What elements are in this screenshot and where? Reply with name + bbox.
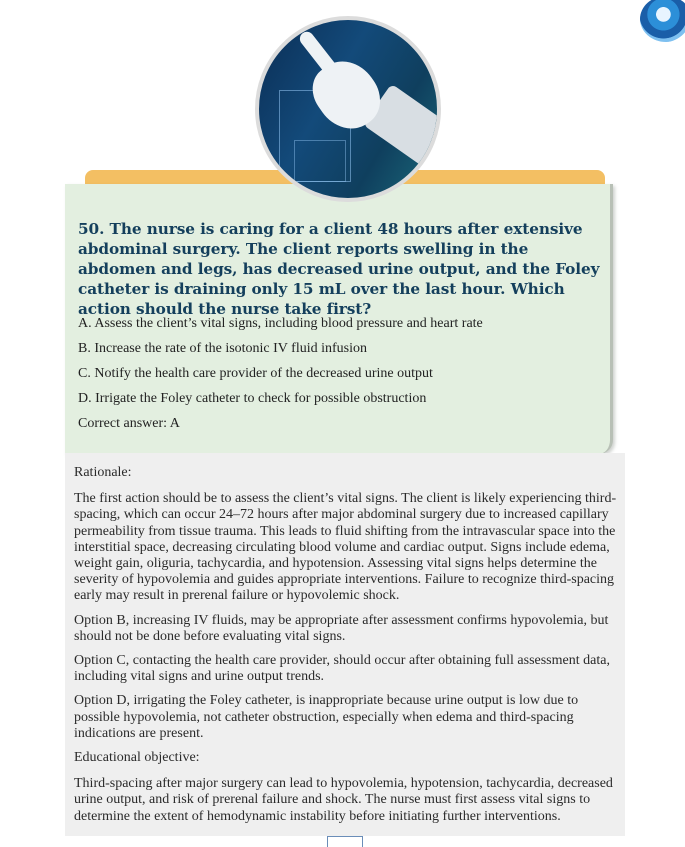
nurse-globe-logo-icon	[640, 0, 685, 42]
rationale-content	[74, 465, 619, 833]
correct-answer: Correct answer: A	[78, 416, 180, 431]
option-b: B. Increase the rate of the isotonic IV fluid infusion	[78, 341, 367, 356]
hero-image	[255, 16, 441, 202]
objective-label: Educational objective:	[74, 750, 200, 766]
rationale-option-b: Option B, increasing IV fluids, may be appropriate after assessment confirms hypovolemia, but should not be done before evaluating vital signs.	[74, 612, 609, 644]
question-text: 50. The nurse is caring for a client 48 hours after extensive abdominal surgery. The client reports swelling in the abdomen and legs, has decreased urine output, and the Foley catheter is draining only 15 mL over the last hour. Which action should the nurse take first?	[78, 220, 600, 318]
answer-options	[78, 314, 608, 439]
objective-text: Third-spacing after major surgery can lead to hypovolemia, hypotension, tachycardia, decreased urine output, and risk of prerenal failure and shock. The nurse must first assess vital signs to determine the extent of hemodynamic instability before initiating further interventions.	[74, 776, 613, 824]
page-indicator-button[interactable]	[327, 836, 363, 847]
pointing-finger-graphic	[297, 29, 339, 77]
screen-grid-graphic	[294, 140, 346, 182]
rationale-option-c: Option C, contacting the health care provider, should occur after obtaining full assessment data, including vital signs and urine output trends.	[74, 653, 610, 685]
option-d: D. Irrigate the Foley catheter to check for possible obstruction	[78, 391, 427, 406]
rationale-label: Rationale:	[74, 465, 132, 480]
rationale-paragraph: The first action should be to assess the client’s vital signs. The client is likely experiencing third-spacing, which can occur 24–72 hours after major abdominal surgery due to increased capillary permeability from tissue trauma. This leads to fluid shifting from the intravascular space into the interstitial space, decreasing circulating blood volume and cardiac output. Signs include edema, weight gain, oliguria, tachycardia, and hypotension. Assessing vital signs helps determine the severity of hypovolemia and guides appropriate interventions. Failure to recognize third-spacing early may result in prerenal failure or hypovolemic shock.	[74, 491, 617, 604]
rationale-option-d: Option D, irrigating the Foley catheter, is inappropriate because urine output is low due to possible hypovolemia, not catheter obstruction, especially when edema and third-spacing indications are present.	[74, 693, 579, 741]
option-a: A. Assess the client’s vital signs, including blood pressure and heart rate	[78, 316, 483, 331]
option-c: C. Notify the health care provider of the decreased urine output	[78, 366, 433, 381]
